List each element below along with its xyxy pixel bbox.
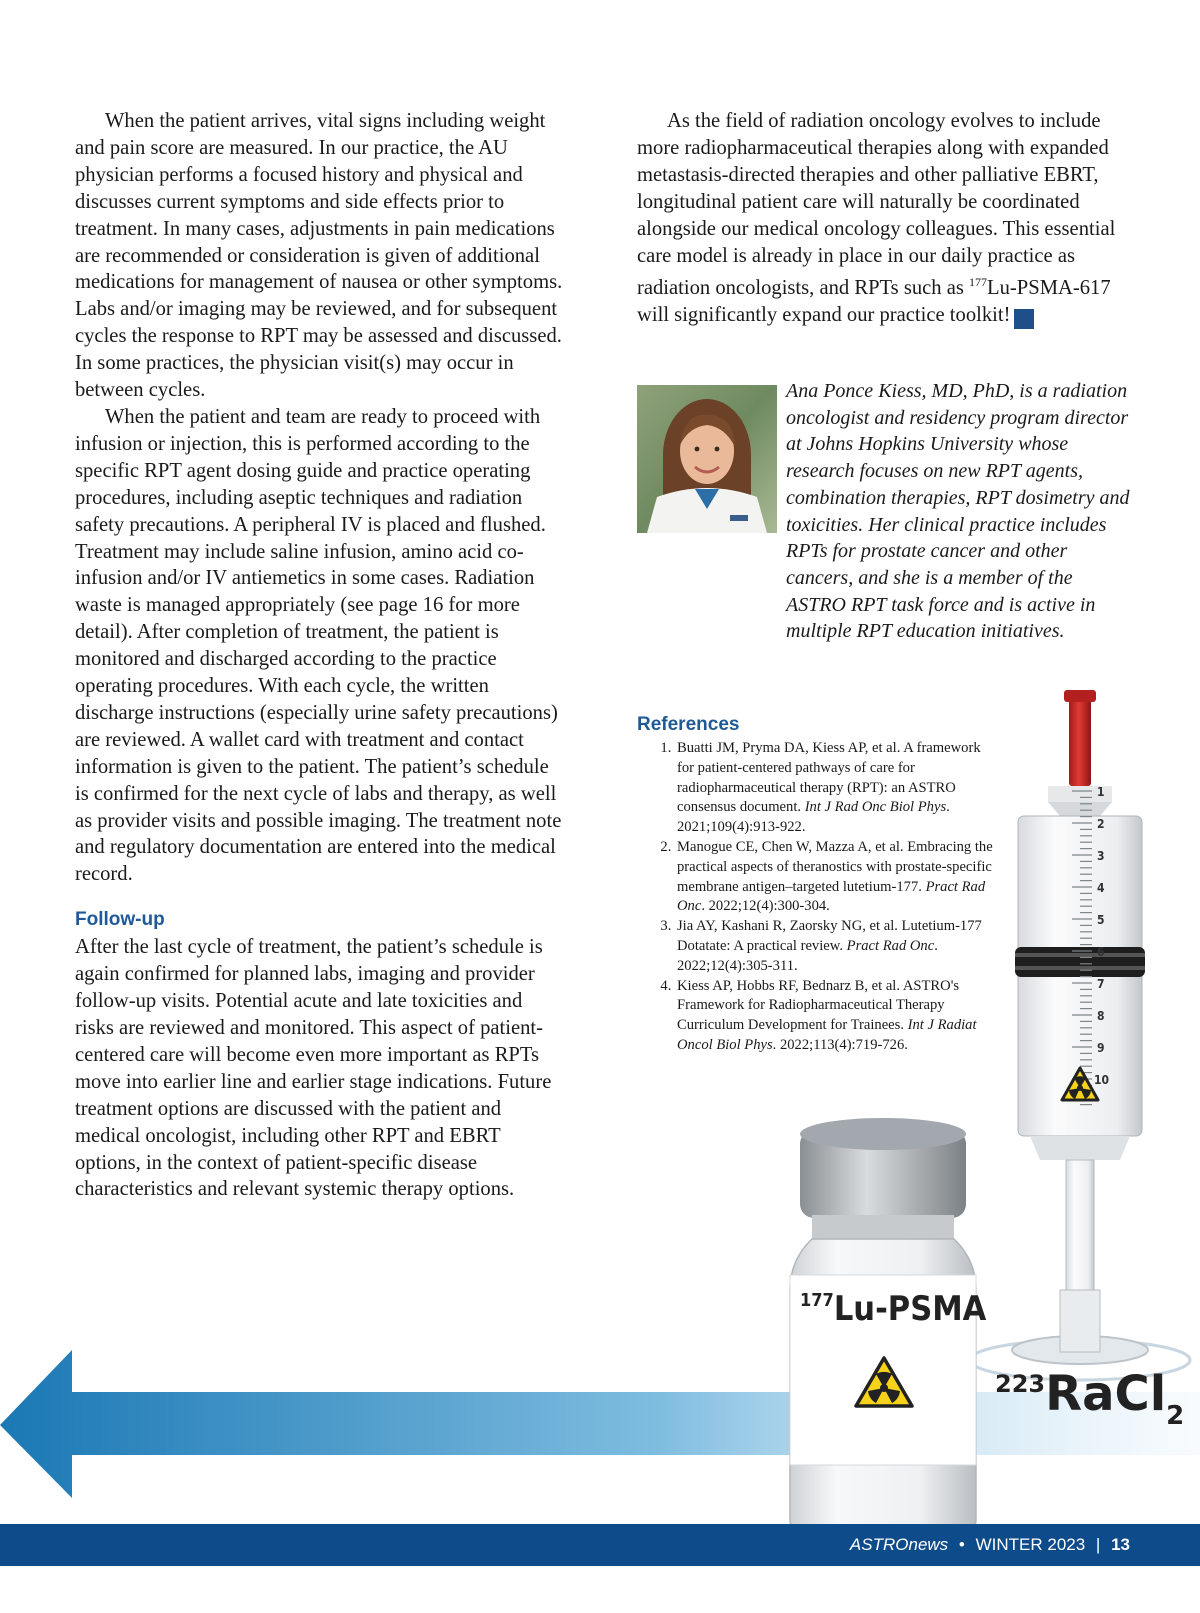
syringe-scale-number: 10 [1094,1073,1110,1087]
vial-label-text: Lu-PSMA [833,1289,987,1329]
footer-text [850,1524,1130,1566]
reference-text: Buatti JM, Pryma DA, Kiess AP, et al. A framework for patient-centered pathways of care for radiopharmaceutical therapy (RPT): an ASTRO consensus document. [677,740,981,816]
reference-text: Kiess AP, Hobbs RF, Bednarz B, et al. ASTRO's Framework for Radiopharmaceutical Therapy Curriculum Development for Trainees. [677,977,959,1034]
reference-citation: . 2022;113(4):719-726. [772,1036,908,1053]
followup-heading: Follow-up [75,909,165,931]
body-paragraph [637,108,1127,329]
syringe-label-text: RaCl [1045,1366,1167,1422]
footer-bullet: • [958,1535,965,1554]
syringe-scale-number: 7 [1097,977,1105,991]
reference-text: Jia AY, Kashani R, Zaorsky NG, et al. Lutetium-177 Dotatate: A practical review. [677,918,982,954]
syringe-graphic [970,690,1190,1380]
syringe-scale-number: 9 [1097,1041,1105,1055]
syringe-scale-number: 4 [1097,881,1105,895]
author-bio: Ana Ponce Kiess, MD, PhD, is a radiation oncologist and residency program director at Johns Hopkins University whose research focuses on new RPT agents, combination therapies, RPT dosimetry and toxicities. Her clinical practice includes RPTs for prostate cancer and other cancers, and she is a member of the ASTRO RPT task force and is active in multiple RPT education initiatives. [786,380,1130,643]
body-paragraph: When the patient arrives, vital signs including weight and pain score are measured. In our practice, the AU physician performs a focused history and physical and discusses current symptoms and side effects prior to treatment. In many cases, adjustments in pain medications are recommended or consideration is given of additional medications for management of nausea or other symptoms. Labs and/or imaging may be reviewed, and for subsequent cycles the response to RPT may be assessed and discussed. In some practices, the physician visit(s) may occur in between cycles. [75,110,563,402]
reference-journal: Int J Rad Onc Biol Phys [804,799,947,816]
syringe-scale-number: 5 [1097,913,1105,927]
syringe-label-superscript: 223 [995,1370,1046,1398]
body-text: As the field of radiation oncology evolves to include more radiopharmaceutical therapies along with expanded metastasis-directed therapies and other palliative EBRT, longitudinal patient care will naturally be coordinated alongside our medical oncology colleagues. This essential care model is already in place in our daily practice as radiation oncologists, and RPTs such as [637,110,1116,300]
right-column [637,108,1127,329]
footer-divider: | [1095,1535,1101,1554]
reference-journal: Pract Rad Onc [677,878,986,915]
footer-bar [0,1524,1200,1566]
syringe-scale-number: 3 [1097,849,1105,863]
footer-page-number: 13 [1111,1535,1130,1554]
footer-magazine-name: ASTROnews [849,1535,949,1554]
syringe-scale-number: 6 [1097,945,1105,959]
references-heading: References [637,714,740,735]
astro-end-mark-icon: A [1014,309,1034,329]
body-text: Lu-PSMA-617 will significantly expand our practice toolkit! [637,277,1111,327]
reference-citation: . 2022;12(4):300-304. [701,898,830,915]
reference-journal: Pract Rad Onc [846,937,935,954]
syringe-scale-number: 8 [1097,1009,1105,1023]
syringe-scale-number: 1 [1097,785,1105,799]
vial-label-superscript: 177 [800,1290,834,1311]
isotope-superscript: 177 [969,275,988,290]
reference-citation: . 2022;12(4):305-311. [677,937,938,974]
body-paragraph: When the patient and team are ready to proceed with infusion or injection, this is performed according to the specific RPT agent dosing guide and practice operating procedures, including aseptic techniques and radiation safety precautions. A peripheral IV is placed and flushed. Treatment may include saline infusion, amino acid co-infusion and/or IV antiemetics in some cases. Radiation waste is managed appropriately (see page 16 for more detail). After completion of treatment, the patient is monitored and discharged according to the practice operating procedures. With each cycle, the written discharge instructions (especially urine safety precautions) are reviewed. A wallet card with treatment and contact information is given to the patient. The patient’s schedule is confirmed for the next cycle of labs and therapy, as well as provider visits and possible imaging. The treatment note and regulatory documentation are entered into the medical record. [75,405,562,886]
reference-text: Manogue CE, Chen W, Mazza A, et al. Embracing the practical aspects of theranostics with prostate-specific membrane antigen–targeted lutetium-177. [677,838,993,895]
vial-syringe-illustration [0,690,1200,1530]
body-paragraph: After the last cycle of treatment, the patient’s schedule is again confirmed for planned labs, imaging and provider follow-up visits. Potential acute and late toxicities and risks are reviewed and monitored. This aspect of patient-centered care will become even more important as RPTs move into earlier line and earlier stage indications. Future treatment options are discussed with the patient and medical oncologist, including other RPT and EBRT options, in the context of patient-specific disease characteristics and relevant systemic therapy options. [75,936,552,1201]
footer-issue: WINTER 2023 [975,1535,1086,1554]
reference-journal: Int J Radiat Oncol Biol Phys [677,1017,977,1053]
reference-citation: . 2021;109(4):913-922. [677,799,950,836]
syringe-scale-number: 2 [1097,817,1105,831]
syringe-label-subscript: 2 [1166,1401,1185,1431]
author-photo [637,385,777,533]
